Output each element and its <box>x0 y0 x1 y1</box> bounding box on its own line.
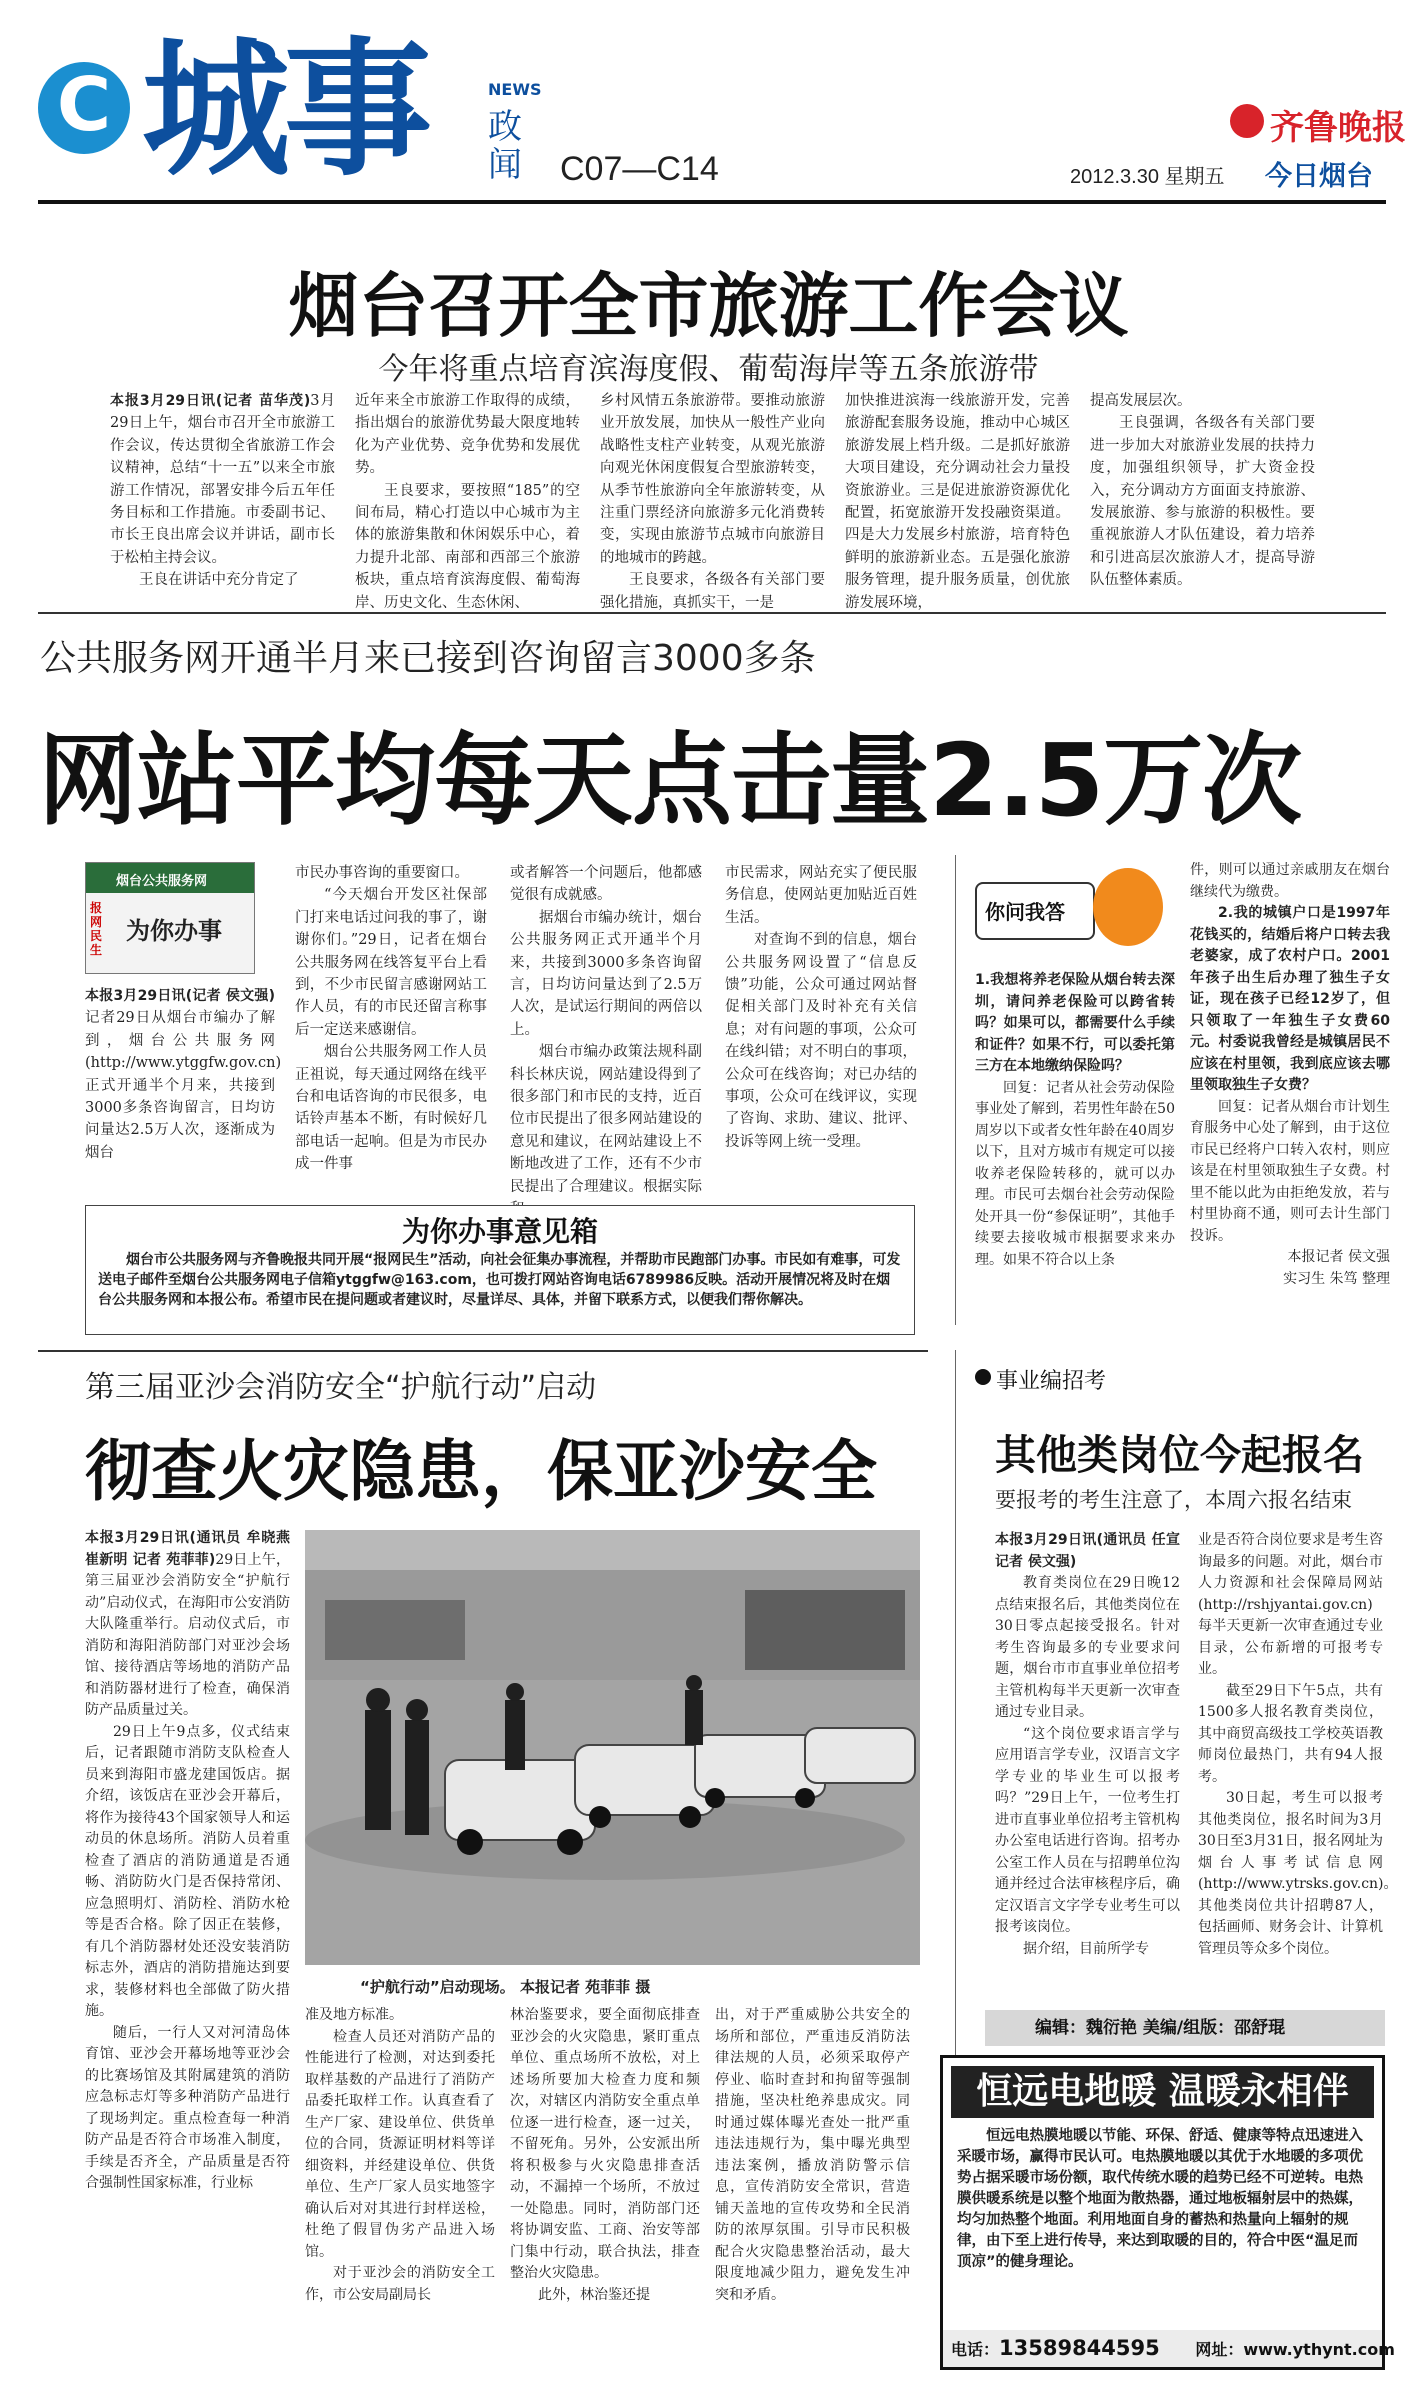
story3-photo <box>305 1530 920 1965</box>
qa-logo-text: 你问我答 <box>985 900 1065 924</box>
story1-column-4 <box>845 390 1070 611</box>
story4-column-2 <box>1198 1530 1398 1970</box>
story2-column-2 <box>295 862 487 1218</box>
service-logo-tag: 报网民生 <box>90 901 103 957</box>
story3-headline: 彻查火灾隐患，保亚沙安全 <box>85 1433 877 1510</box>
ad-title: 恒远电地暖 温暖永相伴 <box>976 2071 1349 2112</box>
story3-text: 29日上午，第三届亚沙会消防安全“护航行动”启动仪式，在海阳市公安消防大队隆重举行。启动仪式后，市消防和海阳消防部门对亚沙会场馆、接待酒店等场地的消防产品和消防器材进行了检查，确保消防产品质量过关。 <box>85 1551 290 1718</box>
photo-caption: “护航行动”启动现场。 本报记者 苑菲菲 摄 <box>360 1978 651 1996</box>
story2-text: 市民需求，网站充实了便民服务信息，使网站更加贴近百姓生活。 <box>725 865 917 926</box>
answer-bubble-icon <box>1093 868 1163 946</box>
story2-column-4 <box>725 862 917 1218</box>
story1-text: 王良要求，要按照“185”的空间布局，精心打造以中心城市为主体的旅游集散和休闲娱乐中心，着力提升北部、南部和西部三个旅游板块，重点培育滨海度假、葡萄海岸、历史文化、生态休闲、 <box>355 482 580 611</box>
story1-byline: 本报3月29日讯(记者 苗华茂) <box>110 393 311 409</box>
story1-column-2 <box>355 390 580 611</box>
story3-text: 准及地方标准。 <box>305 2007 403 2023</box>
qa-credit-intern: 实习生 朱笃 整理 <box>1283 1270 1390 1287</box>
story2-text: 据烟台市编办统计，烟台公共服务网正式开通半个月来，共接到3000多条咨询留言，日均访问量达到了2.5万人次，是试运行期间的两倍以上。 <box>510 909 702 1038</box>
opinion-box-text: 烟台市公共服务网与齐鲁晚报共同开展“报网民生”活动，向社会征集办事流程，并帮助市民跑部门办事。市民如有难事，可发送电子邮件至烟台公共服务网电子信箱ytggfw@163.com，也可拨打网站咨询电话6789986反映。活动开展情况将及时在烟台公共服务网和本报公布。希望市民在提问题或者建议时，尽量详尽、具体，并留下联系方式，以便我们帮你解决。 <box>98 1252 901 1308</box>
ad-contact-bar <box>943 2330 1395 2367</box>
editor-credit: 编辑：魏衍艳 美编/组版：邵舒琨 <box>985 2010 1385 2046</box>
story3-column-3 <box>510 2005 700 2335</box>
story2-column-3 <box>510 862 702 1218</box>
story3-text: 检查人员还对消防产品的性能进行了检测，对达到委托取样基数的产品进行了消防产品委托取样工作。认真查看了生产厂家、建设单位、供货单位的合同，货源证明材料等详细资料，并经建设单位、供货单位、生产厂家人员实地签字确认后对对其进行封样送检，杜绝了假冒伪劣产品进入场馆。 <box>305 2028 495 2260</box>
story1-text: 乡村风情五条旅游带。要推动旅游业开放发展，加快从一般性产业向战略性支柱产业转变，从观光旅游向观光休闲度假复合型旅游转变，从季节性旅游向全年旅游转变，从注重门票经济向旅游多元化消费转变，实现由旅游节点城市向旅游目的地城市的跨越。 <box>600 393 825 566</box>
qa-logo <box>975 868 1165 952</box>
story2-kicker: 公共服务网开通半月来已接到咨询留言3000多条 <box>40 638 816 679</box>
opinion-box-title: 为你办事意见箱 <box>401 1215 598 1248</box>
story1-text: 王良强调，各级各有关部门要进一步加大对旅游业发展的扶持力度，加强组织领导，扩大资金投入，充分调动方方面面支持旅游、发展旅游、参与旅游的积极性。要重视旅游人才队伍建设，着力培养和引进高层次旅游人才，提高导游队伍整体素质。 <box>1090 415 1315 589</box>
masthead <box>0 0 1417 205</box>
story2-text: 市民办事咨询的重要窗口。 <box>295 865 469 881</box>
section-title: 城事 <box>142 24 426 196</box>
story4-headline: 其他类岗位今起报名 <box>995 1431 1364 1479</box>
story4-column-1 <box>995 1530 1180 1970</box>
story4-text: 截至29日下午5点，共有1500多人报名教育类岗位，其中商贸高级技工学校英语教师岗位最热门，共有94人报考。 <box>1198 1682 1383 1785</box>
story4-byline: 本报3月29日讯(通讯员 任宣 记者 侯文强) <box>995 1532 1180 1570</box>
story1-column-3 <box>600 390 825 611</box>
opinion-box <box>85 1205 915 1335</box>
story1-subhead: 今年将重点培育滨海度假、葡萄海岸等五条旅游带 <box>378 352 1039 387</box>
story3-column-2 <box>305 2005 495 2335</box>
story4-text: 30日起，考生可以报考其他类岗位，报名时间为3月30日至3月31日，报名网址为烟台人事考试信息网(http://www.ytrsks.gov.cn)。其他类岗位共计招聘87人，包括画师、财务会计、计算机管理员等众多个岗位。 <box>1198 1790 1398 1957</box>
ad-web: www.ythynt.com <box>1243 2340 1395 2359</box>
story1-column-5 <box>1090 390 1315 600</box>
story2-headline: 网站平均每天点击量2.5万次 <box>38 722 1302 839</box>
service-logo-title: 烟台公共服务网 <box>116 874 208 889</box>
story2-text: “今天烟台开发区社保部门打来电话过问我的事了，谢谢你们。”29日，记者在烟台公共服务网在线答复平台上看到，不少市民留言感谢网站工作人员，有的市民还留言称事后一定送来感谢信。 <box>295 887 487 1038</box>
story3-column-4 <box>715 2005 910 2335</box>
edition-name: 今日烟台 <box>1265 161 1373 192</box>
story3-text: 此外，林治鉴还提 <box>538 2286 650 2303</box>
story4-section: 事业编招考 <box>996 1369 1107 1394</box>
qa-question-1: 1.我想将养老保险从烟台转去深圳，请问养老保险可以跨省转吗？如果可以，都需要什么手续和证件？如果不行，可以委托第三方在本地缴纳保险吗？ <box>975 972 1175 1074</box>
qa-column-1 <box>975 970 1175 1330</box>
story3-text: 林治鉴要求，要全面彻底排查亚沙会的火灾隐患，紧盯重点单位、重点场所不放松，对上述场所要加大检查力度和频次，对辖区内消防安全重点单位逐一进行检查，逐一过关，不留死角。另外，公安派出所将积极参与火灾隐患排查活动，不漏掉一个场所，不放过一处隐患。同时，消防部门还将协调安监、工商、治安等部门集中行动，联合执法，排查整治火灾隐患。 <box>510 2007 700 2281</box>
story1-text: 近年来全市旅游工作取得的成绩，指出烟台的旅游优势最大限度地转化为产业优势、竞争优势和发展优势。 <box>355 393 580 477</box>
ad-web-label: 网址： <box>1195 2340 1244 2359</box>
story3-kicker: 第三届亚沙会消防安全“护航行动”启动 <box>85 1370 597 1405</box>
paper-name: 齐鲁晚报 <box>1270 108 1406 148</box>
story4-text: 据介绍，目前所学专 <box>1023 1940 1149 1957</box>
fire-inspection-photo <box>305 1530 920 1965</box>
ad-phone: 13589844595 <box>999 2336 1160 2360</box>
story4-section-icon <box>975 1369 991 1385</box>
ad-phone-label: 电话： <box>951 2340 1000 2359</box>
story4-text: “这个岗位要求语言学与应用语言学专业，汉语言文字学专业的毕业生可以报考吗？”29日上午，一位考生打进市直事业单位招考主管机构办公室电话进行咨询。招考办公室工作人员在与招聘单位沟通并经过合法审核程序后，确定汉语言文字学专业考生可以报考该岗位。 <box>995 1725 1180 1935</box>
qa-question-2: 2.我的城镇户口是1997年花钱买的，结婚后将户口转去我老婆家，成了农村户口。2001年孩子出生后办理了独生子女证，现在孩子已经12岁了，但只领取了一年独生子女费60元。村委说我曾经是城镇居民不应该在村里领，我到底应该去哪里领取独生子女费？ <box>1190 905 1390 1093</box>
issue-date: 2012.3.30 星期五 <box>1070 166 1225 188</box>
news-label: NEWS <box>488 80 542 99</box>
story2-text: 烟台市编办政策法规科副科长林庆说，网站建设得到了很多部门和市民的支持，近百位市民提出了很多网站建设的意见和建议，在网站建设上不断地改进了工作，还有不少市民提出了合理建议。根据实际 <box>510 1044 702 1195</box>
paper-logo-icon <box>1230 104 1264 138</box>
story4-text: 业是否符合岗位要求是考生咨询最多的问题。对此，烟台市人力资源和社会保障局网站(http://rshjyantai.gov.cn)每半天更新一次审查通过专业目录，公布新增的可报考专业。 <box>1198 1532 1383 1677</box>
story4-text: 教育类岗位在29日晚12点结束报名后，其他类岗位在30日零点起接受报名。针对考生咨询最多的专业要求问题，烟台市市直事业单位招考主管机构每半天更新一次审查通过专业目录。 <box>995 1575 1180 1720</box>
story3-text: 随后，一行人又对河清岛体育馆、亚沙会开幕场地等亚沙会的比赛场馆及其附属建筑的消防应急标志灯等多种消防产品进行了现场判定。重点检查每一种消防产品是否符合市场准入制度，手续是否齐全，产品质量是否符合强制性国家标准，行业标 <box>85 2024 290 2191</box>
service-logo-slogan: 为你办事 <box>126 917 222 945</box>
story1-text: 王良要求，各级各有关部门要强化措施，真抓实干，一是 <box>600 572 825 611</box>
story3-column-1 <box>85 1528 290 2218</box>
story3-text: 出，对于严重威胁公共安全的场所和部位，严重违反消防法律法规的人员，必须采取停产停业、临时查封和拘留等强制措施，坚决杜绝养患成灾。同时通过媒体曝光查处一批严重违法违规行为，集中曝光典型违法案例，播放消防警示信息，宣传消防安全常识，营造铺天盖地的宣传攻势和全民消防的浓厚氛围。引导市民积极配合火灾隐患整治活动，最大限度地减少阻力，避免发生冲突和矛盾。 <box>715 2007 910 2303</box>
story2-text: 烟台公共服务网工作人员正祖说，每天通过网络在线平台和电话咨询的市民很多，电话铃声基本不断，有时候好几部电话一起响。但是为市民办成一件事 <box>295 1044 487 1173</box>
story1-text: 加快推进滨海一线旅游开发，完善旅游配套服务设施，推动中心城区旅游发展上档升级。二是抓好旅游大项目建设，充分调动社会力量投资旅游业。三是促进旅游资源优化配置，拓宽旅游开发投融资渠道。四是大力发展乡村旅游，培育特色鲜明的旅游新业态。五是强化旅游服务管理，提升服务质量，创优旅游发展环境， <box>845 393 1070 611</box>
story3-byline: 本报3月29日讯(通讯员 牟晓燕 崔新明 记者 苑菲菲) <box>85 1530 290 1568</box>
story2-column-1 <box>85 985 282 1215</box>
story2-text: 对查询不到的信息，烟台公共服务网设置了“信息反馈”功能，公众可通过网站督促相关部门及时补充有关信息；对有问题的事项，公众可在线纠错；对不明白的事项，公众可在线咨询；对已办结的事项，公众可在线评议，实现了咨询、求助、建议、批评、投诉等网上统一受理。 <box>725 932 917 1150</box>
story1-text: 提高发展层次。 <box>1090 393 1192 409</box>
story1-headline: 烟台召开全市旅游工作会议 <box>288 265 1129 347</box>
section-logo-letter: C <box>56 62 112 148</box>
story2-text: 或者解答一个问题后，他都感觉很有成就感。 <box>510 865 702 904</box>
story1-text: 3月29日上午，烟台市召开全市旅游工作会议，传达贯彻全省旅游工作会议精神，总结“十一五”以来全市旅游工作情况，部署安排今后五年任务目标和工作措施。市委副书记、市长王良出席会议并讲话，副市长于松柏主持会议。 <box>110 393 335 566</box>
story2-byline: 本报3月29日讯(记者 侯文强) <box>85 988 275 1004</box>
story4-subhead: 要报考的考生注意了，本周六报名结束 <box>995 1488 1352 1512</box>
story1-text: 王良在讲话中充分肯定了 <box>139 572 299 589</box>
qa-credit-reporter: 本报记者 侯文强 <box>1287 1249 1390 1265</box>
story1-column-1 <box>110 390 335 600</box>
qa-answer-1: 回复：记者从社会劳动保险事业处了解到，若男性年龄在50周岁以下或者女性年龄在40周岁以下，且对方城市有规定可以接收养老保险转移的，就可以办理。市民可去烟台社会劳动保险处开具一份“参保证明”，其他手续要去接收城市根据要求来办理。如果不符合以上条 <box>975 1079 1175 1268</box>
masthead-rule <box>38 200 1386 204</box>
qa-answer-1-cont: 件，则可以通过亲戚朋友在烟台继续代为缴费。 <box>1190 862 1390 900</box>
column-rule <box>955 855 956 1325</box>
ad-body: 恒远电热膜地暖以节能、环保、舒适、健康等特点迅速进入采暖市场，赢得市民认可。电热膜地暖以其优于水地暖的多项优势占据采暖市场份额，取代传统水暖的趋势已经不可逆转。电热膜供暖系统是以整个地面为散热器，通过地板辐射层中的热媒，均匀加热整个地面。利用地面自身的蓄热和热量向上辐射的规律，由下至上进行传导，来达到取暖的目的，符合中医“温足而顶凉”的健身理论。 <box>957 2128 1363 2270</box>
story3-text: 对于亚沙会的消防安全工作，市公安局副局长 <box>305 2265 495 2303</box>
page-range: C07—C14 <box>560 150 719 188</box>
divider <box>38 612 1386 614</box>
qa-answer-2: 回复：记者从烟台市计划生育服务中心处了解到，由于这位市民已经将户口转入农村，则应该是在村里领取独生子女费。村里不能以此为由拒绝发放，若与村里协商不通，则可去计生部门投诉。 <box>1190 1098 1390 1244</box>
story3-text: 29日上午9点多，仪式结束后，记者跟随市消防支队检查人员来到海阳市盛龙建国饭店。据介绍，该饭店在亚沙会开幕后，将作为接待43个国家领导人和运动员的休息场所。消防人员着重检查了酒店的消防通道是否通畅、消防防火门是否保持常闭、应急照明灯、消防栓、消防水枪等是否合格。除了因正在装修，有几个消防器材处还没安装消防标志外，酒店的消防措施达到要求，装修材料也全部做了防火措施。 <box>85 1723 290 2019</box>
qa-column-2 <box>1190 860 1390 1330</box>
service-logo <box>85 862 255 974</box>
heating-ad <box>940 2055 1395 2370</box>
story2-text: 记者29日从烟台市编办了解到，烟台公共服务网(http://www.ytggfw.gov.cn)正式开通半个月来，共接到3000多条咨询留言，日均访问量达2.5万人次，逐渐成为烟台 <box>85 1010 282 1161</box>
divider <box>38 1350 928 1352</box>
news-cn-label: 政闻 <box>488 107 522 185</box>
